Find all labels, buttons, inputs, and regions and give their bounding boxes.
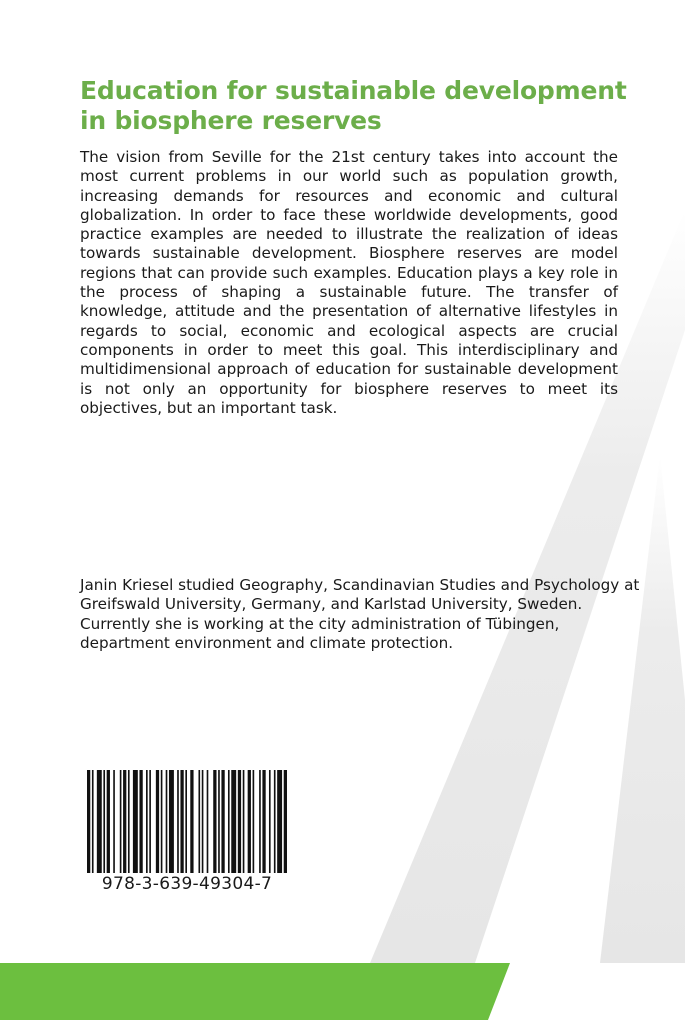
- barcode-bar: [185, 770, 187, 873]
- barcode-bar: [238, 770, 241, 873]
- barcode-bar: [213, 770, 216, 873]
- barcode-bar: [139, 770, 142, 873]
- barcode-bar: [259, 770, 261, 873]
- barcode-bar: [146, 770, 148, 873]
- barcode-icon: [87, 770, 287, 873]
- barcode-bar: [269, 770, 271, 873]
- barcode-bar: [133, 770, 138, 873]
- barcode-bar: [221, 770, 224, 873]
- barcode-bar: [277, 770, 282, 873]
- barcode-bar: [166, 770, 168, 873]
- barcode: [87, 770, 287, 904]
- barcode-bar: [218, 770, 220, 873]
- isbn-number: 978-3-639-49304-7: [101, 874, 273, 894]
- barcode-bar: [107, 770, 110, 873]
- bottom-green-band: [0, 963, 685, 1020]
- barcode-bar: [161, 770, 163, 873]
- barcode-bar: [92, 770, 94, 873]
- barcode-bar: [113, 770, 115, 873]
- barcode-bar: [190, 770, 193, 873]
- barcode-bar: [180, 770, 183, 873]
- barcode-bar: [198, 770, 200, 873]
- barcode-bar: [228, 770, 230, 873]
- barcode-bar: [207, 770, 209, 873]
- barcode-bar: [156, 770, 159, 873]
- barcode-bar: [284, 770, 287, 873]
- book-description: The vision from Seville for the 21st century takes into account the most current problems in our world such as population growth, increasing demands for resources and economic and cultural globalization. In order to face these worldwide developments, good practice examples are needed to illustrate the realization of ideas towards sustainable development. Biosphere reserves are model regions that can provide such examples. Education plays a key role in the process of shaping a sustainable future. The transfer of knowledge, attitude and the presentation of alternative lifestyles in regards to social, economic and ecological aspects are crucial components in order to meet this goal. This interdisciplinary and multidimensional approach of education for sustainable development is not only an opportunity for biosphere reserves to meet its objectives, but an important task.: [80, 148, 618, 417]
- barcode-bar: [262, 770, 265, 873]
- barcode-bar: [149, 770, 151, 873]
- barcode-bar: [243, 770, 245, 873]
- barcode-bar: [169, 770, 174, 873]
- barcode-bar: [177, 770, 179, 873]
- author-bio: Janin Kriesel studied Geography, Scandinavian Studies and Psychology at Greifswald University, Germany, and Karlstad University, Sweden. Currently she is working at the city administration of Tübingen, department environment and climate protection.: [80, 576, 640, 652]
- book-title: Education for sustainable development in biosphere reserves: [80, 76, 627, 135]
- barcode-bar: [120, 770, 122, 873]
- barcode-bar: [248, 770, 251, 873]
- barcode-bar: [202, 770, 204, 873]
- barcode-bar: [128, 770, 130, 873]
- barcode-bar: [123, 770, 126, 873]
- barcode-bar: [97, 770, 102, 873]
- barcode-bar: [274, 770, 276, 873]
- barcode-bar: [253, 770, 255, 873]
- barcode-bar: [103, 770, 105, 873]
- barcode-bar: [87, 770, 90, 873]
- barcode-bar: [231, 770, 236, 873]
